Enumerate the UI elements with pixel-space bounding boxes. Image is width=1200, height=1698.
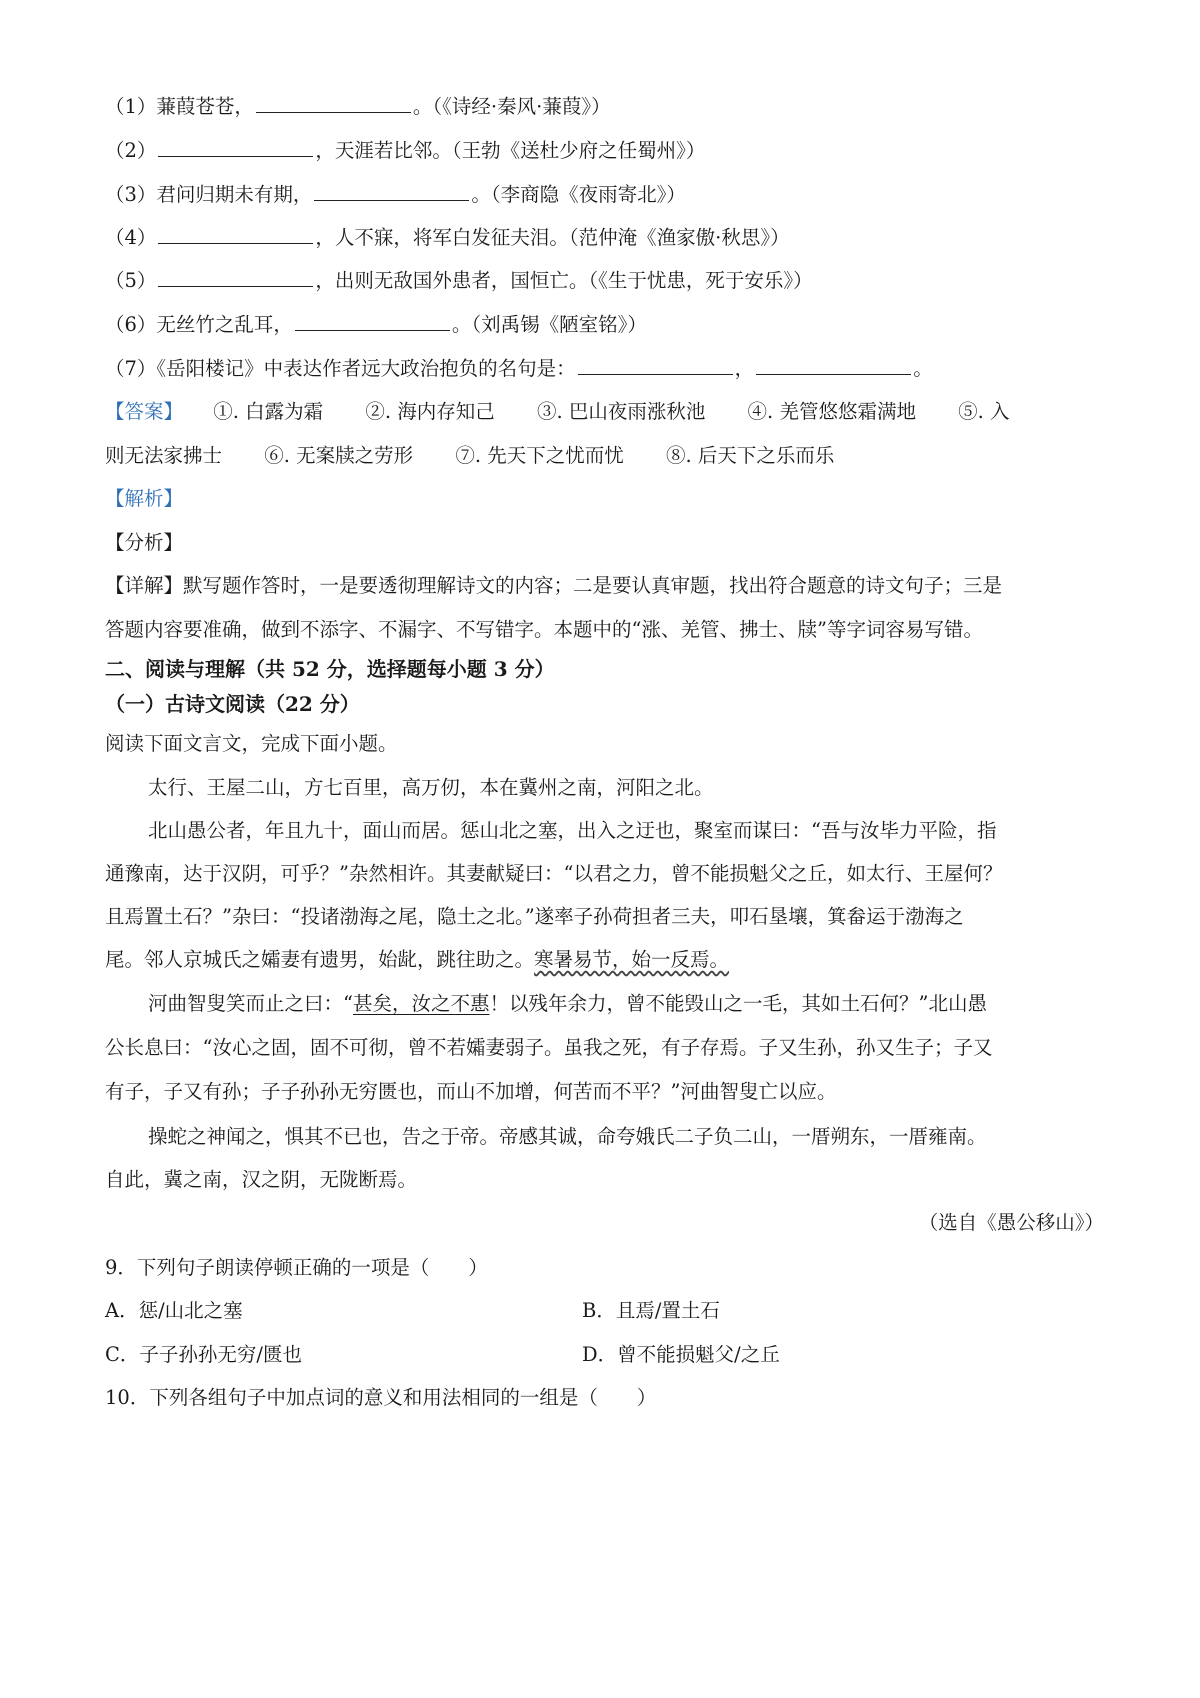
passage-p3-line3: 有子，子又有孙；子子孙孙无穷匮也，而山不加增，何苦而不平？”河曲智叟亡以应。: [105, 1080, 837, 1103]
section2-title: 二、阅读与理解（共 52 分，选择题每小题 3 分）: [105, 657, 555, 681]
passage-p2-line3: 且焉置土石？”杂曰：“投诸渤海之尾，隐土之北。”遂率子孙荷担者三夫，叩石垦壤，箕畚运于渤海之: [105, 905, 964, 928]
q7-suffix: 。: [913, 357, 933, 380]
detail-line-2: 答题内容要准确，做到不添字、不漏字、不写错字。本题中的“涨、羌管、拂士、牍”等字词容易写错。: [105, 618, 983, 641]
answer-blank: [578, 356, 733, 375]
q6-suffix: 。（刘禹锡《陋室铭》）: [451, 313, 647, 336]
q6-prefix: （6）无丝竹之乱耳，: [105, 313, 293, 336]
answer-item-1: ①. 白露为霜: [213, 400, 324, 423]
q4-prefix: （4）: [105, 226, 157, 249]
instruction: 阅读下面文言文，完成下面小题。: [105, 732, 398, 755]
answer-item-5: ⑤. 入: [958, 400, 1010, 423]
passage-p2-line1: 北山愚公者，年且九十，面山而居。惩山北之塞，出入之迂也，聚室而谋曰：“吾与汝毕力平险，指: [148, 819, 997, 842]
q9-option-b: B．且焉/置土石: [582, 1299, 720, 1322]
fill-blank-q6: [105, 311, 647, 339]
q9-stem: 9．下列句子朗读停顿正确的一项是（ ）: [105, 1256, 488, 1279]
answer-item-5-cont: 则无法家拂士: [105, 444, 223, 467]
analysis-tag: 【解析】: [105, 487, 184, 510]
q2-suffix: ，天涯若比邻。（王勃《送杜少府之任蜀州》）: [315, 139, 706, 162]
fill-blank-q3: [105, 181, 686, 209]
answer-blank: [158, 268, 313, 287]
subsection1-title: （一）古诗文阅读（22 分）: [105, 692, 360, 716]
passage-p3-line2: 公长息曰：“汝心之固，固不可彻，曾不若孀妻弱子。虽我之死，有子存焉。子又生孙，孙又生子；子又: [105, 1036, 993, 1059]
q5-prefix: （5）: [105, 269, 157, 292]
passage-source: （选自《愚公移山》）: [918, 1211, 1104, 1234]
passage-p2-line2: 通豫南，达于汉阴，可乎？”杂然相许。其妻献疑曰：“以君之力，曾不能损魁父之丘，如太行、王屋何？: [105, 862, 1003, 885]
answer-item-4: ④. 羌管悠悠霜满地: [747, 400, 916, 423]
answer-line-2: [105, 442, 834, 470]
q7-mid: ，: [734, 357, 755, 380]
q5-suffix: ，出则无敌国外患者，国恒亡。（《生于忧患，死于安乐》）: [315, 269, 813, 292]
answer-blank: [295, 312, 450, 331]
answer-item-8: ⑧. 后天下之乐而乐: [665, 444, 835, 467]
passage-p3-line1-b: ！以残年余力，曾不能毁山之一毛，其如土石何？”北山愚: [489, 992, 987, 1015]
answer-blank: [314, 182, 469, 201]
answer-blank: [158, 225, 313, 244]
fill-blank-q5: [105, 267, 813, 295]
answer-line-1: [105, 398, 1010, 426]
q3-prefix: （3）君问归期未有期，: [105, 183, 313, 206]
answer-blank: [256, 94, 411, 113]
passage-p4-line2: 自此，冀之南，汉之阴，无陇断焉。: [105, 1168, 418, 1191]
q9-option-c: C．子子孙孙无穷/匮也: [105, 1343, 302, 1366]
answer-item-7: ⑦. 先天下之忧而忧: [455, 444, 624, 467]
fill-blank-q7: [105, 355, 933, 383]
q9-option-a: A．惩/山北之塞: [105, 1299, 243, 1322]
answer-tag: 【答案】: [105, 400, 184, 423]
detail-line-1: [105, 572, 1002, 600]
passage-p3-line1-a: 河曲智叟笑而止之曰：“: [148, 992, 353, 1015]
answer-item-2: ②. 海内存知己: [365, 400, 495, 423]
answer-item-3: ③. 巴山夜雨涨秋池: [536, 400, 706, 423]
detail-tag: 【详解】: [105, 574, 184, 597]
q1-suffix: 。（《诗经·秦风·蒹葭》）: [412, 95, 611, 118]
detail-text-1: 默写题作答时，一是要透彻理解诗文的内容；二是要认真审题，找出符合题意的诗文句子；三是: [183, 574, 1003, 597]
q3-suffix: 。（李商隐《夜雨寄北》）: [471, 183, 686, 206]
underlined-sentence: 甚矣，汝之不惠: [352, 992, 490, 1015]
answer-blank: [158, 138, 313, 157]
fill-blank-q1: [105, 93, 611, 121]
q2-prefix: （2）: [105, 139, 157, 162]
q7-prefix: （7）《岳阳楼记》中表达作者远大政治抱负的名句是：: [105, 357, 576, 380]
answer-blank: [756, 356, 911, 375]
fenxi-tag: 【分析】: [105, 531, 184, 554]
passage-p4-line1: 操蛇之神闻之，惧其不已也，告之于帝。帝感其诚，命夸娥氏二子负二山，一厝朔东，一厝雍南。: [148, 1125, 987, 1148]
fill-blank-q4: [105, 224, 790, 252]
answer-item-6: ⑥. 无案牍之劳形: [264, 444, 414, 467]
passage-p2-line4-text: 尾。邻人京城氏之孀妻有遗男，始龀，跳往助之。: [105, 948, 535, 971]
passage-p3-line1: [148, 990, 987, 1018]
fill-blank-q2: [105, 137, 705, 165]
q4-suffix: ，人不寐，将军白发征夫泪。（范仲淹《渔家傲·秋思》）: [315, 226, 790, 249]
q9-option-d: D．曾不能损魁父/之丘: [582, 1343, 780, 1366]
wavy-underlined-sentence: 寒暑易节，始一反焉。: [534, 948, 730, 971]
q10-stem: 10．下列各组句子中加点词的意义和用法相同的一组是（ ）: [105, 1386, 657, 1409]
passage-p1: 太行、王屋二山，方七百里，高万仞，本在冀州之南，河阳之北。: [148, 776, 714, 799]
passage-p2-line4: [105, 946, 729, 974]
q1-prefix: （1）蒹葭苍苍，: [105, 95, 254, 118]
